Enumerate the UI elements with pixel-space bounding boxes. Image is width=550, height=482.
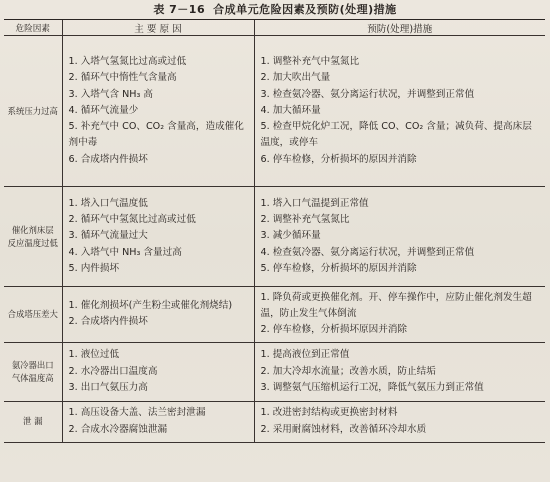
measures-cell	[254, 287, 545, 343]
causes-cell	[62, 287, 254, 343]
measure-item: 1. 塔入口气温提到正常值	[260, 197, 369, 209]
table-row	[4, 401, 545, 442]
measure-item: 1. 改进密封结构或更换密封材料	[260, 407, 398, 419]
cause-item: 1. 催化剂损坏(产生粉尘或催化剂烧结)	[68, 300, 233, 312]
cause-item: 1. 入塔气氢氮比过高或过低	[68, 56, 187, 68]
measure-item: 4. 检查氨冷器、氨分离运行状况，并调整到正常值	[260, 246, 475, 258]
factor-label-line: 反应温度过低	[7, 237, 58, 248]
causes-cell	[62, 342, 254, 401]
measure-item: 2. 加大冷却水流量；改善水质，防止结垢	[260, 365, 436, 377]
header-factor: 危险因素	[4, 20, 62, 36]
header-measures: 预防(处理)措施	[254, 20, 545, 36]
cause-item: 6. 合成塔内件损坏	[68, 153, 148, 165]
measure-item: 2. 调整补充气氢氮比	[260, 214, 350, 226]
cause-item: 3. 出口气氨压力高	[68, 381, 148, 393]
cause-item: 2. 循环气中惰性气含量高	[68, 72, 177, 84]
measures-cell	[254, 401, 545, 442]
table-row	[4, 287, 545, 343]
cause-item: 2. 循环气中氢氮比过高或过低	[68, 214, 196, 226]
causes-cell	[62, 187, 254, 287]
measure-item: 1. 降负荷或更换催化剂。开、停车操作中，应防止催化剂发生超温，防止发生气体倒流	[260, 292, 532, 320]
measure-item: 5. 检查甲烷化炉工况，降低 CO、CO₂ 含量；减负荷、提高床层温度，或停车	[260, 121, 532, 149]
cause-item: 2. 水冷器出口温度高	[68, 365, 158, 377]
table-row	[4, 342, 545, 401]
measure-item: 3. 检查氨冷器、氨分离运行状况，并调整到正常值	[260, 88, 475, 100]
measure-item: 3. 减少循环量	[260, 230, 321, 242]
factor-cell	[4, 342, 62, 401]
measure-item: 2. 加大吹出气量	[260, 72, 331, 84]
measure-item: 6. 停车检修，分析损坏的原因并消除	[260, 153, 417, 165]
cause-item: 3. 入塔气含 NH₃ 高	[68, 88, 154, 100]
factor-label-line: 气体温度高	[11, 372, 54, 383]
measure-item: 1. 调整补充气中氢氮比	[260, 56, 360, 68]
factor-cell	[4, 36, 62, 187]
cause-item: 4. 入塔气中 NH₃ 含量过高	[68, 246, 182, 258]
table-header-row	[4, 20, 545, 36]
hazard-table	[4, 19, 545, 443]
measure-item: 4. 加大循环量	[260, 104, 321, 116]
measures-cell	[254, 187, 545, 287]
table-row	[4, 36, 545, 187]
causes-cell	[62, 36, 254, 187]
measure-item: 5. 停车检修，分析损坏的原因并消除	[260, 262, 417, 274]
table-title: 合成单元危险因素及预防(处理)措施	[213, 3, 397, 16]
cause-item: 5. 内件损坏	[68, 262, 120, 274]
measure-item: 1. 提高液位到正常值	[260, 349, 350, 361]
factor-label: 系统压力过高	[7, 105, 58, 116]
factor-cell	[4, 187, 62, 287]
cause-item: 5. 补充气中 CO、CO₂ 含量高，造成催化剂中毒	[68, 121, 244, 149]
header-causes: 主 要 原 因	[62, 20, 254, 36]
table-number: 表 7－16	[153, 3, 206, 16]
measures-cell	[254, 342, 545, 401]
causes-cell	[62, 401, 254, 442]
cause-item: 4. 循环气流量少	[68, 104, 139, 116]
factor-cell	[4, 401, 62, 442]
factor-label: 泄 漏	[23, 416, 43, 427]
cause-item: 2. 合成塔内件损坏	[68, 316, 148, 328]
factor-label-line: 催化剂床层	[11, 224, 54, 235]
measure-item: 3. 调整氨气压缩机运行工况，降低气氨压力到正常值	[260, 381, 484, 393]
measures-cell	[254, 36, 545, 187]
factor-cell	[4, 287, 62, 343]
cause-item: 1. 液位过低	[68, 349, 120, 361]
cause-item: 2. 合成水冷器腐蚀泄漏	[68, 423, 168, 435]
table-caption	[0, 3, 550, 16]
table-row	[4, 187, 545, 287]
cause-item: 1. 塔入口气温度低	[68, 197, 148, 209]
cause-item: 3. 循环气流量过大	[68, 230, 148, 242]
factor-label-line: 氨冷器出口	[11, 359, 54, 370]
cause-item: 1. 高压设备大盖、法兰密封泄漏	[68, 407, 206, 419]
factor-label: 合成塔压差大	[7, 308, 58, 319]
measure-item: 2. 采用耐腐蚀材料，改善循环冷却水质	[260, 423, 427, 435]
measure-item: 2. 停车检修，分析损坏原因并消除	[260, 324, 408, 336]
